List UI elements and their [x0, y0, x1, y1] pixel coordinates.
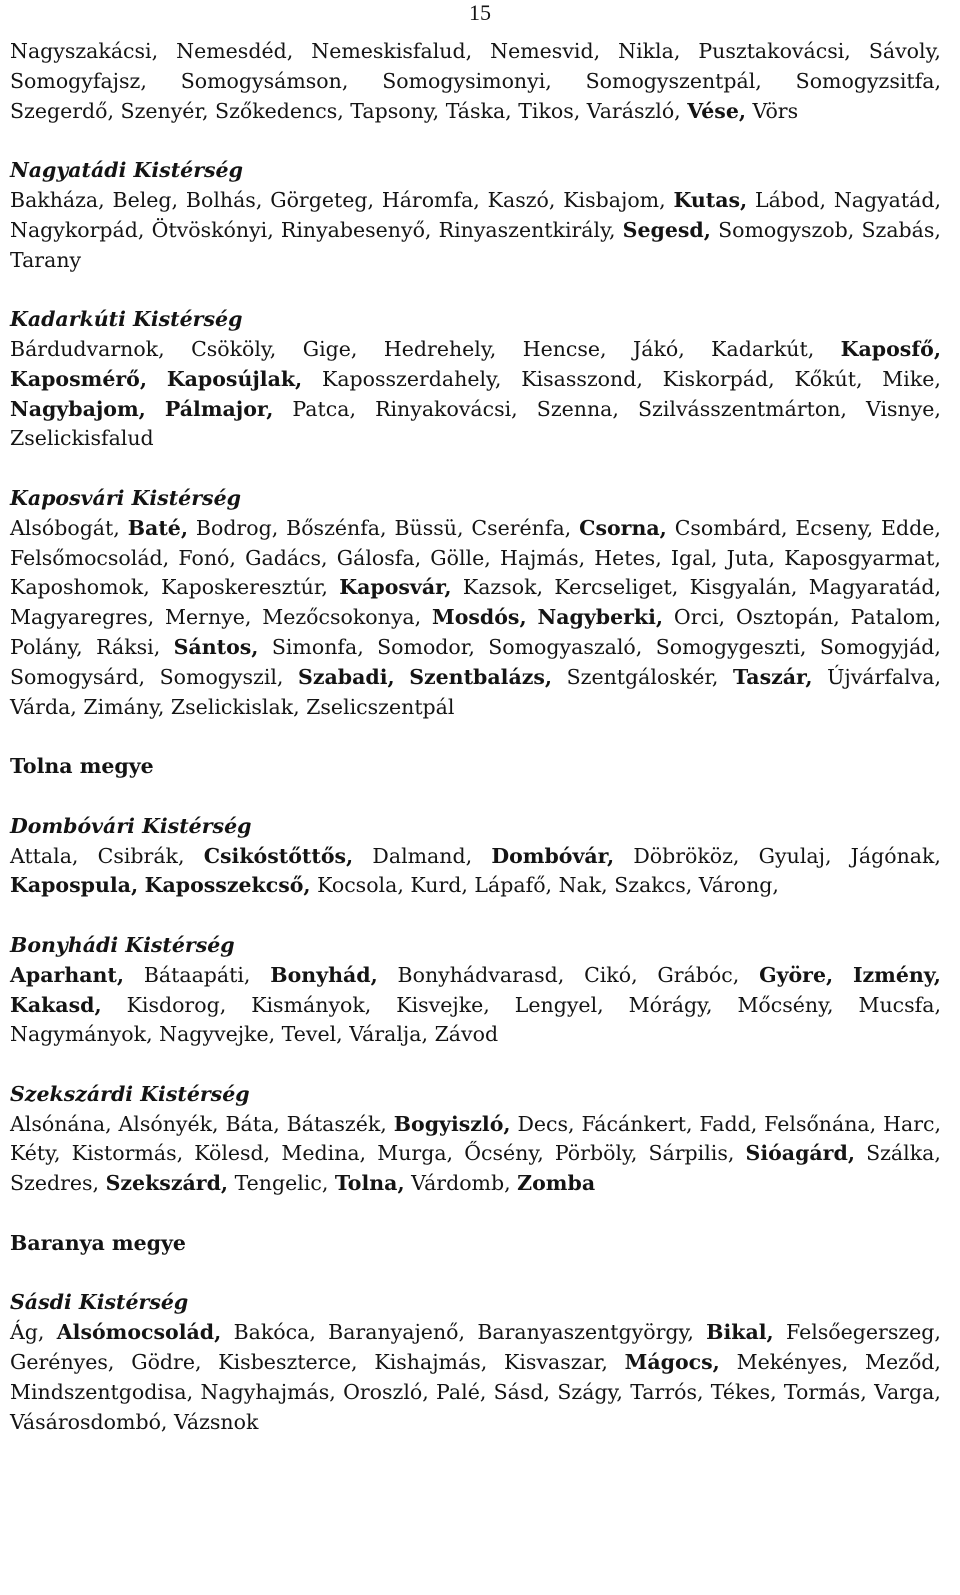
settlement-name: Szálka,: [866, 1141, 941, 1166]
settlement-name: Mindszentgodisa,: [10, 1379, 194, 1404]
settlement-name-bold: Mágocs,: [624, 1350, 720, 1375]
settlement-name-bold: Vése,: [687, 98, 747, 123]
settlement-name: Bakháza,: [10, 187, 105, 212]
settlement-name: Zimány,: [83, 694, 165, 719]
settlement-name: Csököly,: [191, 336, 277, 361]
settlement-name-bold: Kaposmérő,: [10, 366, 147, 391]
subregion-heading: Szekszárdi Kistérség: [10, 1081, 250, 1106]
settlement-name-bold: Györe,: [759, 962, 834, 987]
settlement-name: Mórágy,: [628, 992, 713, 1017]
settlement-name: Beleg,: [112, 187, 179, 212]
county-heading: Tolna megye: [10, 754, 154, 779]
settlement-name: Gölle,: [430, 545, 491, 570]
settlement-name: Cikó,: [584, 962, 638, 987]
settlement-name: Őcsény,: [464, 1141, 544, 1166]
settlement-name: Mike,: [882, 366, 941, 391]
settlement-name: Csibrák,: [97, 843, 185, 868]
settlement-name: Pusztakovácsi,: [698, 39, 851, 63]
settlement-name: Somogysimonyi,: [382, 68, 552, 93]
settlement-name: Ecseny,: [795, 515, 874, 540]
settlement-name: Juta,: [726, 545, 776, 570]
subregion-heading: Dombóvári Kistérség: [10, 813, 252, 838]
settlement-name: Rinyabesenyő,: [280, 217, 432, 242]
settlement-name: Kistormás,: [71, 1141, 184, 1166]
settlement-name: Gige,: [302, 336, 358, 361]
settlement-name: Felsőnána,: [764, 1111, 877, 1136]
settlement-name-bold: Kaposfő,: [840, 336, 941, 361]
settlement-name: Lengyel,: [514, 992, 604, 1017]
settlement-name: Kismányok,: [251, 992, 372, 1017]
section-gap: [10, 1199, 941, 1229]
settlement-name: Nagymányok,: [10, 1022, 153, 1047]
settlement-name: Somogyzsitfa,: [795, 68, 941, 93]
settlement-name: Baranyajenő,: [328, 1320, 466, 1345]
settlement-name: Palé,: [436, 1379, 487, 1404]
settlement-name: Orci,: [673, 605, 726, 630]
settlement-name: Fonó,: [178, 545, 236, 570]
settlement-name: Varga,: [874, 1379, 941, 1404]
settlement-name: Kaszó,: [487, 187, 556, 212]
settlement-name: Szágy,: [557, 1379, 623, 1404]
settlement-name: Patalom,: [850, 605, 941, 630]
settlement-name: Csombárd,: [674, 515, 788, 540]
settlement-name: Kisgyalán,: [689, 575, 798, 600]
settlement-name: Gerényes,: [10, 1350, 115, 1375]
section-gap: [10, 901, 941, 931]
settlement-name-bold: Dombóvár,: [491, 843, 615, 868]
settlement-name: Sávoly,: [868, 39, 941, 63]
settlement-name-bold: Szekszárd,: [105, 1171, 229, 1196]
settlement-name: Nemesdéd,: [176, 39, 294, 63]
settlement-name: Nikla,: [618, 39, 681, 63]
settlement-name: Edde,: [881, 515, 941, 540]
settlement-name: Medina,: [281, 1141, 367, 1166]
settlement-name: Zselickisfalud: [10, 426, 154, 451]
settlement-name: Somodor,: [377, 634, 475, 659]
settlement-name: Döbrököz,: [633, 843, 740, 868]
settlement-name: Kiskorpád,: [662, 366, 775, 391]
settlement-list: [10, 514, 941, 723]
settlement-name: Görgeteg,: [270, 187, 374, 212]
settlement-name: Sásd,: [493, 1379, 551, 1404]
settlement-name-bold: Kutas,: [673, 187, 748, 212]
settlement-name: Nagyatád,: [833, 187, 941, 212]
settlement-name: Szentgáloskér,: [566, 664, 719, 689]
settlement-name: Nagyhajmás,: [200, 1379, 336, 1404]
document-body: [10, 37, 941, 1437]
settlement-name: Nagyvejke,: [159, 1022, 276, 1047]
settlement-name: Somogyjád,: [819, 634, 941, 659]
settlement-name-bold: Szentbalázs,: [409, 664, 553, 689]
settlement-name: Szenna,: [536, 396, 619, 421]
settlement-list: [10, 186, 941, 275]
settlement-name: Alsónána,: [10, 1111, 112, 1136]
settlement-name: Váralja,: [349, 1022, 429, 1047]
settlement-name: Lábod,: [755, 187, 826, 212]
subregion-heading: Kaposvári Kistérség: [10, 485, 241, 510]
settlement-name-bold: Kaposújlak,: [166, 366, 303, 391]
settlement-name: Ötvöskónyi,: [151, 217, 274, 242]
settlement-name: Igal,: [670, 545, 718, 570]
settlement-name: Bakóca,: [233, 1320, 316, 1345]
settlement-name: Bőszénfa,: [286, 515, 387, 540]
settlement-name: Kőkút,: [794, 366, 863, 391]
subregion-heading: Sásdi Kistérség: [10, 1290, 189, 1315]
settlement-name: Kaposszerdahely,: [322, 366, 502, 391]
settlement-name: Várong,: [698, 873, 779, 898]
settlement-name-bold: Aparhant,: [10, 962, 125, 987]
settlement-name: Kurd,: [410, 873, 468, 898]
settlement-name-bold: Kapospula,: [10, 873, 139, 898]
section-gap: [10, 1259, 941, 1289]
settlement-name-bold: Taszár,: [733, 664, 813, 689]
settlement-name: Tormás,: [783, 1379, 867, 1404]
settlement-name-bold: Csorna,: [579, 515, 667, 540]
settlement-name: Magyaratád,: [808, 575, 941, 600]
settlement-name: Mernye,: [165, 605, 252, 630]
settlement-name: Kaposhomok,: [10, 575, 150, 600]
settlement-name: Újvárfalva,: [827, 664, 941, 689]
settlement-name: Somogysámson,: [180, 68, 349, 93]
settlement-name: Mezőcsokonya,: [262, 605, 422, 630]
settlement-name: Bátaapáti,: [143, 962, 251, 987]
settlement-name: Kéty,: [10, 1141, 61, 1166]
settlement-name: Kadarkút,: [711, 336, 815, 361]
settlement-name-bold: Alsómocsolád,: [56, 1320, 222, 1345]
settlement-name: Alsóbogát,: [10, 515, 120, 540]
settlement-name: Bátaszék,: [286, 1111, 387, 1136]
settlement-name: Bárdudvarnok,: [10, 336, 165, 361]
settlement-name: Fadd,: [699, 1111, 758, 1136]
settlement-name: Somogyszil,: [159, 664, 284, 689]
settlement-name: Oroszló,: [343, 1379, 429, 1404]
settlement-name-bold: Zomba: [517, 1171, 596, 1196]
settlement-name-bold: Mosdós,: [432, 605, 527, 630]
settlement-name: Vörs: [752, 98, 799, 123]
settlement-name: Jágónak,: [850, 843, 941, 868]
settlement-list: [10, 842, 941, 902]
settlement-name: Decs,: [517, 1111, 575, 1136]
settlement-name-bold: Szabadi,: [298, 664, 395, 689]
settlement-name: Nemesvid,: [490, 39, 601, 63]
settlement-name: Grábóc,: [657, 962, 740, 987]
settlement-name: Mekényes,: [736, 1350, 849, 1375]
subregion-heading: Nagyatádi Kistérség: [10, 158, 243, 183]
settlement-name: Dalmand,: [372, 843, 473, 868]
settlement-name-bold: Izmény,: [852, 962, 941, 987]
settlement-name: Zselickislak,: [170, 694, 300, 719]
settlement-name: Somogysárd,: [10, 664, 146, 689]
settlement-name: Kisdorog,: [126, 992, 227, 1017]
settlement-name: Szenyér,: [120, 98, 209, 123]
settlement-name: Varászló,: [586, 98, 681, 123]
settlement-name: Tarrós,: [630, 1379, 704, 1404]
settlement-name: Polány,: [10, 634, 83, 659]
settlement-name: Meződ,: [865, 1350, 941, 1375]
settlement-name: Somogygeszti,: [655, 634, 807, 659]
settlement-name: Bolhás,: [185, 187, 263, 212]
settlement-name: Mőcsény,: [737, 992, 834, 1017]
settlement-name: Ráksi,: [96, 634, 161, 659]
settlement-name-bold: Segesd,: [622, 217, 711, 242]
settlement-name: Fácánkert,: [581, 1111, 693, 1136]
settlement-name-bold: Bogyiszló,: [393, 1111, 511, 1136]
settlement-name: Somogyfajsz,: [10, 68, 147, 93]
subregion-heading: Kadarkúti Kistérség: [10, 307, 243, 332]
settlement-name: Nagykorpád,: [10, 217, 145, 242]
settlement-name-bold: Nagybajom,: [10, 396, 146, 421]
settlement-name: Lápafő,: [474, 873, 553, 898]
settlement-name-bold: Kaposvár,: [339, 575, 452, 600]
settlement-name: Somogyszob,: [718, 217, 855, 242]
settlement-name: Harc,: [883, 1111, 941, 1136]
settlement-name: Nemeskisfalud,: [311, 39, 473, 63]
settlement-name: Bodrog,: [195, 515, 279, 540]
settlement-name: Visnye,: [866, 396, 941, 421]
settlement-name: Murga,: [377, 1141, 454, 1166]
settlement-list: [10, 37, 941, 126]
settlement-name: Kisasszond,: [521, 366, 643, 391]
section-gap: [10, 722, 941, 752]
subregion-heading: Bonyhádi Kistérség: [10, 932, 235, 957]
settlement-name: Tevel,: [281, 1022, 343, 1047]
settlement-list: [10, 335, 941, 454]
settlement-name: Patca,: [292, 396, 356, 421]
section-gap: [10, 454, 941, 484]
settlement-name: Hencse,: [522, 336, 607, 361]
section-gap: [10, 1050, 941, 1080]
settlement-name: Háromfa,: [381, 187, 480, 212]
settlement-name-bold: Baté,: [127, 515, 188, 540]
settlement-name: Kisbeszterce,: [218, 1350, 358, 1375]
settlement-name: Tikos,: [518, 98, 581, 123]
settlement-name: Kazsok,: [462, 575, 544, 600]
settlement-name: Attala,: [10, 843, 79, 868]
settlement-name: Nagyszakácsi,: [10, 39, 159, 63]
settlement-list: [10, 1110, 941, 1199]
settlement-name: Hetes,: [594, 545, 662, 570]
settlement-name: Kocsola,: [317, 873, 404, 898]
settlement-name: Ág,: [10, 1320, 45, 1345]
settlement-name-bold: Sántos,: [173, 634, 259, 659]
settlement-name: Osztopán,: [735, 605, 840, 630]
settlement-name: Táska,: [445, 98, 512, 123]
settlement-name: Felsőmocsolád,: [10, 545, 170, 570]
settlement-name: Magyaregres,: [10, 605, 155, 630]
settlement-name: Kölesd,: [194, 1141, 271, 1166]
settlement-name: Szakcs,: [614, 873, 693, 898]
settlement-name: Jákó,: [633, 336, 685, 361]
settlement-name: Szilvásszentmárton,: [637, 396, 847, 421]
settlement-name: Nak,: [558, 873, 608, 898]
settlement-name: Gödre,: [131, 1350, 202, 1375]
settlement-name: Gálosfa,: [336, 545, 422, 570]
settlement-name: Sárpilis,: [648, 1141, 735, 1166]
settlement-name: Szabás,: [861, 217, 941, 242]
settlement-name-bold: Csikóstőttős,: [203, 843, 354, 868]
settlement-name: Felsőegerszeg,: [786, 1320, 941, 1345]
settlement-name: Tarany: [10, 247, 82, 272]
settlement-name: Rinyakovácsi,: [375, 396, 518, 421]
settlement-name: Baranyaszentgyörgy,: [477, 1320, 694, 1345]
county-heading: Baranya megye: [10, 1230, 186, 1255]
settlement-name: Kishajmás,: [374, 1350, 488, 1375]
settlement-name: Tapsony,: [350, 98, 440, 123]
settlement-list: [10, 1318, 941, 1437]
settlement-name: Kaposkeresztúr,: [161, 575, 328, 600]
settlement-list: [10, 961, 941, 1050]
settlement-name: Závod: [434, 1022, 499, 1047]
settlement-name: Báta,: [225, 1111, 280, 1136]
settlement-name: Kisvaszar,: [504, 1350, 608, 1375]
settlement-name: Gyulaj,: [758, 843, 832, 868]
settlement-name-bold: Kaposszekcső,: [144, 873, 311, 898]
settlement-name-bold: Nagyberki,: [537, 605, 664, 630]
settlement-name: Simonfa,: [271, 634, 364, 659]
settlement-name: Cserénfa,: [471, 515, 572, 540]
settlement-name: Zselicszentpál: [306, 694, 455, 719]
section-gap: [10, 275, 941, 305]
settlement-name: Bonyhádvarasd,: [397, 962, 565, 987]
settlement-name: Alsónyék,: [118, 1111, 219, 1136]
settlement-name: Gadács,: [245, 545, 328, 570]
settlement-name: Somogyaszaló,: [488, 634, 643, 659]
settlement-name: Vázsnok: [173, 1409, 259, 1434]
settlement-name: Hedrehely,: [383, 336, 497, 361]
settlement-name: Kisvejke,: [396, 992, 490, 1017]
settlement-name: Várda,: [10, 694, 77, 719]
settlement-name-bold: Tolna,: [334, 1171, 405, 1196]
settlement-name-bold: Pálmajor,: [164, 396, 274, 421]
settlement-name: Büssü,: [394, 515, 464, 540]
settlement-name: Szedres,: [10, 1171, 100, 1196]
settlement-name: Vásárosdombó,: [10, 1409, 168, 1434]
settlement-name-bold: Bikal,: [706, 1320, 774, 1345]
settlement-name: Szőkedencs,: [215, 98, 344, 123]
settlement-name: Kisbajom,: [563, 187, 666, 212]
settlement-name: Rinyaszentkirály,: [438, 217, 616, 242]
page-number: 15: [469, 0, 491, 25]
settlement-name: Kercseliget,: [554, 575, 679, 600]
settlement-name: Szegerdő,: [10, 98, 115, 123]
settlement-name: Várdomb,: [411, 1171, 511, 1196]
settlement-name-bold: Sióagárd,: [745, 1141, 855, 1166]
settlement-name: Mucsfa,: [858, 992, 941, 1017]
settlement-name-bold: Bonyhád,: [270, 962, 378, 987]
settlement-name: Pörböly,: [554, 1141, 638, 1166]
settlement-name-bold: Kakasd,: [10, 992, 102, 1017]
settlement-name: Tengelic,: [234, 1171, 329, 1196]
settlement-name: Kaposgyarmat,: [784, 545, 941, 570]
section-gap: [10, 126, 941, 156]
section-gap: [10, 782, 941, 812]
settlement-name: Somogyszentpál,: [585, 68, 762, 93]
settlement-name: Hajmás,: [499, 545, 586, 570]
settlement-name: Tékes,: [710, 1379, 777, 1404]
